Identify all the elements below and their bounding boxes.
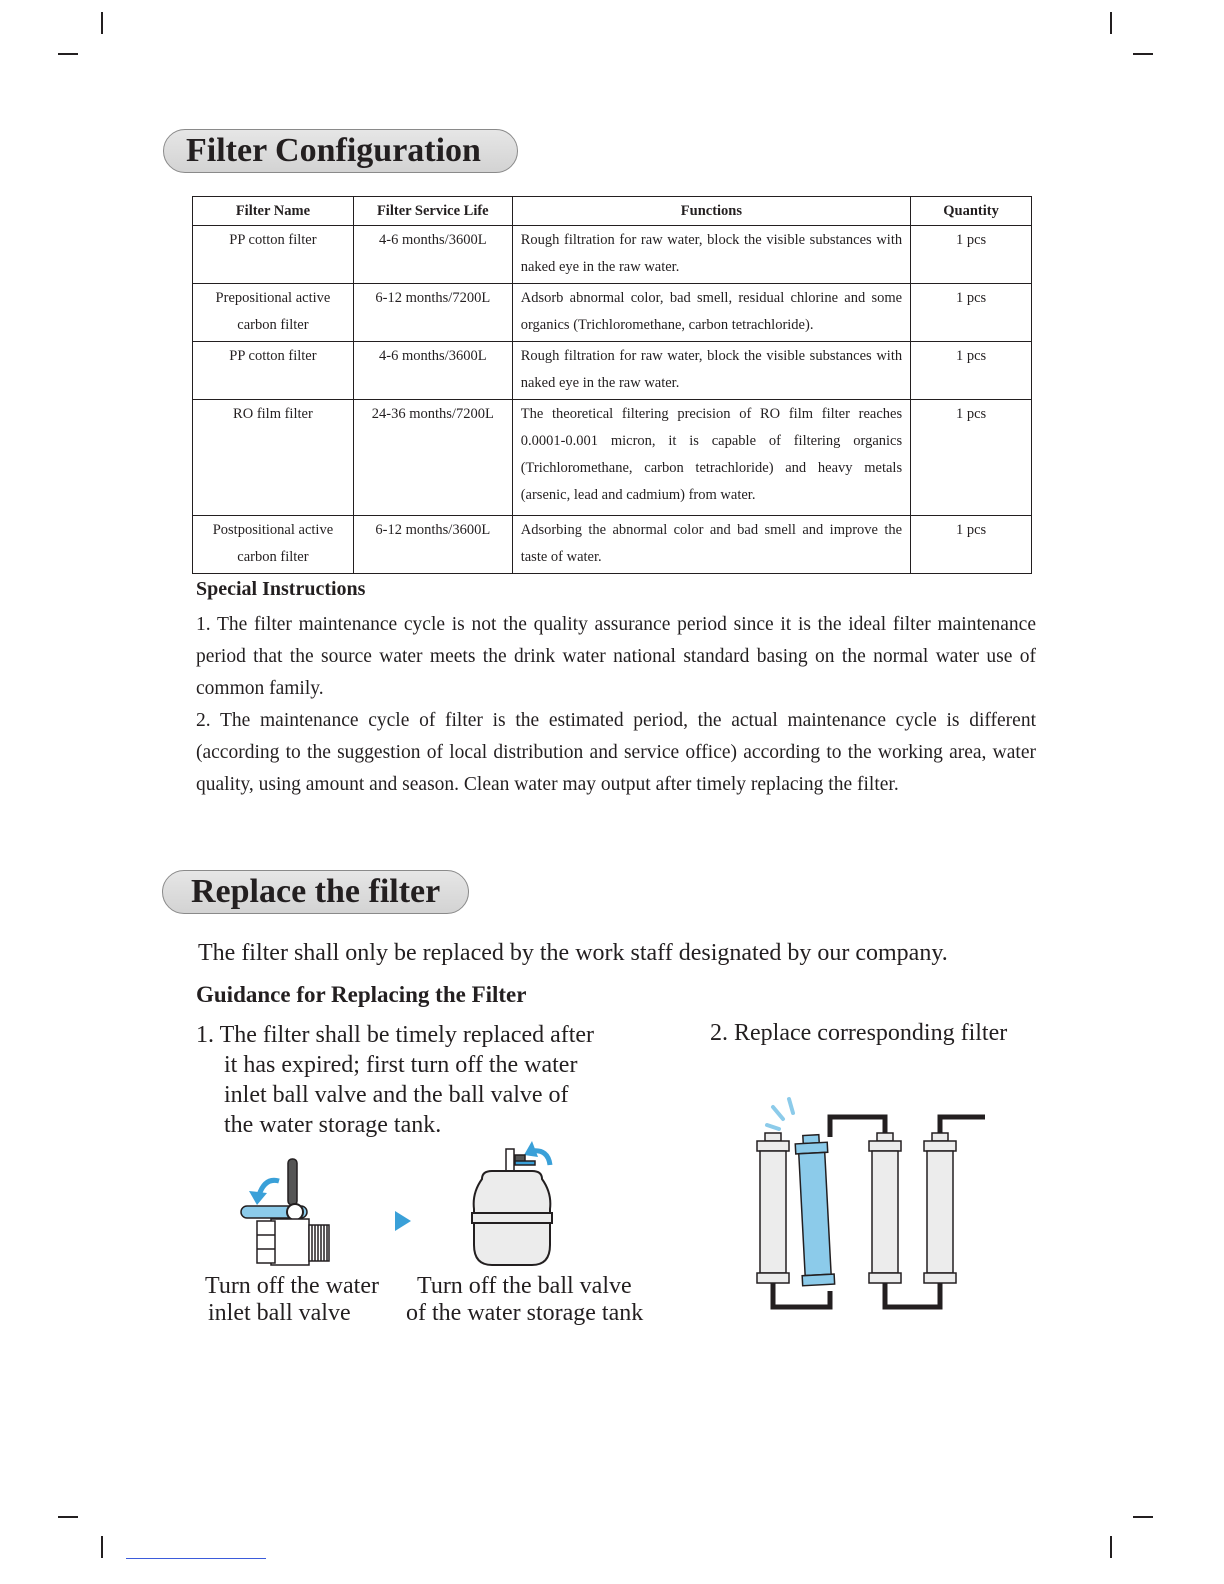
step-1-text bbox=[196, 1020, 594, 1140]
step-1-line: inlet ball valve and the ball valve of bbox=[224, 1082, 569, 1108]
water-storage-tank-illustration bbox=[462, 1135, 562, 1270]
header-filter-name: Filter Name bbox=[193, 197, 354, 226]
step-1-line: 1. The filter shall be timely replaced after bbox=[196, 1022, 595, 1048]
filter-table bbox=[192, 196, 1032, 574]
instruction-1: 1. The filter maintenance cycle is not the quality assurance period since it is the ideal filter maintenance period that the source water meets the drink water national standard basing on the normal water use of common family. bbox=[196, 614, 1036, 699]
crop-mark bbox=[1133, 1516, 1153, 1518]
cell-quantity: 1 pcs bbox=[911, 226, 1032, 284]
crop-mark bbox=[58, 1516, 78, 1518]
table-header-row bbox=[193, 197, 1032, 226]
filter-cartridge bbox=[924, 1133, 956, 1283]
motion-lines-icon bbox=[767, 1099, 793, 1129]
section-title-filter-configuration: Filter Configuration bbox=[163, 129, 518, 173]
filter-cartridge bbox=[869, 1133, 901, 1283]
header-functions: Functions bbox=[512, 197, 910, 226]
cell-service-life: 6-12 months/3600L bbox=[353, 516, 512, 574]
cell-filter-name: RO film filter bbox=[193, 400, 354, 516]
valve-handle bbox=[241, 1204, 307, 1220]
caption-line: of the water storage tank bbox=[406, 1300, 644, 1326]
filter-cartridge bbox=[757, 1133, 789, 1283]
cell-function: The theoretical filtering precision of RO film filter reaches 0.0001-0.001 micron, it is capable of filtering organics (Trichloromethane, carbon tetrachloride) and heavy metals (arsenic, lead and cadmium) from water. bbox=[512, 400, 910, 516]
cell-service-life: 4-6 months/3600L bbox=[353, 226, 512, 284]
header-quantity: Quantity bbox=[911, 197, 1032, 226]
step-1-line: it has expired; first turn off the water bbox=[224, 1052, 578, 1078]
valve-body bbox=[257, 1219, 329, 1265]
cell-filter-name: PP cotton filter bbox=[193, 226, 354, 284]
cell-quantity: 1 pcs bbox=[911, 284, 1032, 342]
cell-filter-name: Postpositional active carbon filter bbox=[193, 516, 354, 574]
section-title-replace-filter: Replace the filter bbox=[162, 870, 469, 914]
table-row bbox=[193, 400, 1032, 516]
filter-cartridges-illustration bbox=[745, 1095, 990, 1320]
filter-cartridge-being-replaced bbox=[795, 1134, 835, 1285]
rotate-arrow-head-icon bbox=[249, 1191, 267, 1205]
guidance-title: Guidance for Replacing the Filter bbox=[196, 982, 527, 1007]
header-service-life: Filter Service Life bbox=[353, 197, 512, 226]
crop-mark bbox=[101, 1536, 103, 1558]
cell-function: Adsorb abnormal color, bad smell, residual chlorine and some organics (Trichloromethane, carbon tetrachloride). bbox=[512, 284, 910, 342]
cell-service-life: 4-6 months/3600L bbox=[353, 342, 512, 400]
table-row bbox=[193, 226, 1032, 284]
valve-stem bbox=[288, 1159, 297, 1205]
crop-mark bbox=[58, 53, 78, 55]
tank-band bbox=[472, 1213, 552, 1223]
table-row bbox=[193, 342, 1032, 400]
crop-mark bbox=[1133, 53, 1153, 55]
cell-filter-name: Prepositional active carbon filter bbox=[193, 284, 354, 342]
cell-function: Rough filtration for raw water, block the visible substances with naked eye in the raw water. bbox=[512, 342, 910, 400]
caption-tank-valve bbox=[406, 1273, 643, 1327]
caption-line: Turn off the ball valve bbox=[417, 1273, 632, 1299]
inlet-ball-valve-illustration bbox=[235, 1155, 335, 1270]
crop-mark bbox=[1110, 1536, 1112, 1558]
cell-service-life: 24-36 months/7200L bbox=[353, 400, 512, 516]
caption-inlet-valve bbox=[205, 1273, 379, 1327]
cell-filter-name: PP cotton filter bbox=[193, 342, 354, 400]
table-row bbox=[193, 516, 1032, 574]
next-step-arrow-icon bbox=[395, 1211, 413, 1231]
footer-rule bbox=[126, 1558, 266, 1559]
cell-function: Adsorbing the abnormal color and bad smell and improve the taste of water. bbox=[512, 516, 910, 574]
table-row bbox=[193, 284, 1032, 342]
special-instructions-title: Special Instructions bbox=[196, 578, 366, 600]
crop-mark bbox=[1110, 12, 1112, 34]
caption-line: inlet ball valve bbox=[208, 1300, 351, 1326]
replacement-notice: The filter shall only be replaced by the work staff designated by our company. bbox=[198, 940, 948, 966]
cell-service-life: 6-12 months/7200L bbox=[353, 284, 512, 342]
cell-quantity: 1 pcs bbox=[911, 400, 1032, 516]
cell-function: Rough filtration for raw water, block the visible substances with naked eye in the raw water. bbox=[512, 226, 910, 284]
step-2-text: 2. Replace corresponding filter bbox=[710, 1020, 1008, 1046]
cell-quantity: 1 pcs bbox=[911, 342, 1032, 400]
crop-mark bbox=[101, 12, 103, 34]
step-1-line: the water storage tank. bbox=[224, 1112, 442, 1138]
instruction-2: 2. The maintenance cycle of filter is the estimated period, the actual maintenance cycle is different (according to the suggestion of local distribution and service office) according to the working area, water quality, using amount and season. Clean water may output after timely replacing the filter. bbox=[196, 710, 1036, 795]
cell-quantity: 1 pcs bbox=[911, 516, 1032, 574]
caption-line: Turn off the water bbox=[205, 1273, 379, 1299]
